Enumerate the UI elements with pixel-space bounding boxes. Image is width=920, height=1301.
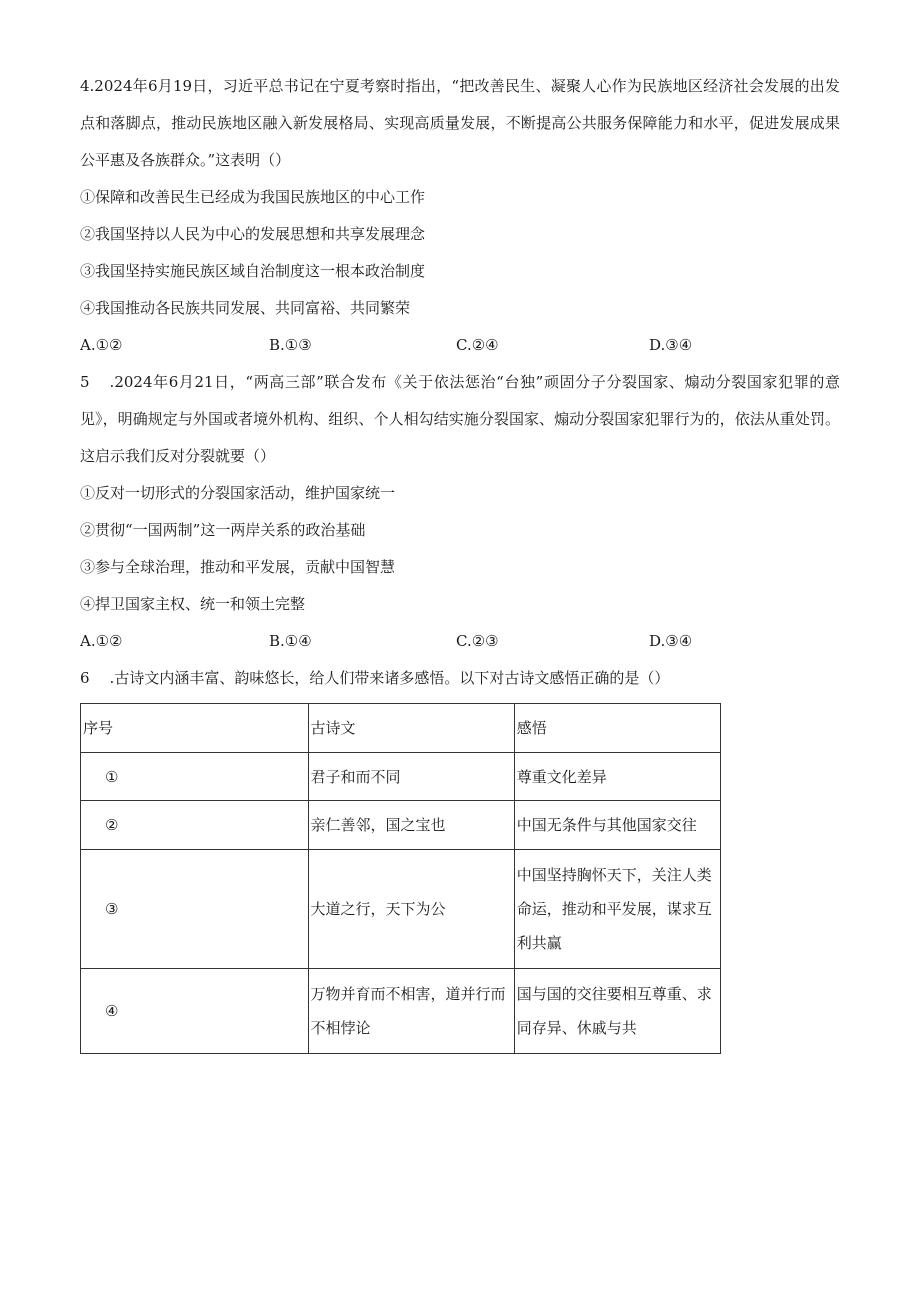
question-4-item-1: ①保障和改善民生已经成为我国民族地区的中心工作 [80, 188, 426, 206]
table-cell-insight: 国与国的交往要相互尊重、求同存异、休戚与共 [514, 969, 720, 1054]
question-5-stem: .2024年6月21日，“两高三部”联合发布《关于依法惩治“台独”顽固分子分裂国家、煽动分裂国家犯罪的意见》，明确规定与外国或者境外机构、组织、个人相勾结实施分裂国家、煽动分裂国家犯罪行为的，依法从重处罚。这启示我们反对分裂就要（） [80, 373, 840, 465]
table-cell-insight: 尊重文化差异 [514, 753, 720, 801]
question-5 [80, 364, 840, 660]
poem-table [80, 703, 721, 1054]
table-header-index: 序号 [81, 704, 309, 753]
question-5-number: 5 [80, 373, 90, 391]
table-header-insight: 感悟 [514, 704, 720, 753]
table-row [81, 850, 721, 969]
question-4-options [80, 327, 840, 364]
table-header-row [81, 704, 721, 753]
question-4-stem: 4.2024年6月19日，习近平总书记在宁夏考察时指出，“把改善民生、凝聚人心作为民族地区经济社会发展的出发点和落脚点，推动民族地区融入新发展格局、实现高质量发展，不断提高公共服务保障能力和水平，促进发展成果公平惠及各族群众。”这表明（） [80, 77, 840, 169]
question-6-number: 6 [80, 669, 90, 687]
table-cell-index: ③ [81, 850, 309, 969]
exam-page [80, 68, 840, 1054]
question-5-option-c[interactable]: C.②③ [456, 632, 499, 650]
question-6-stem: .古诗文内涵丰富、韵味悠长，给人们带来诸多感悟。以下对古诗文感悟正确的是（） [109, 669, 670, 687]
question-4 [80, 68, 840, 364]
table-row [81, 969, 721, 1054]
question-5-option-a[interactable]: A.①② [80, 632, 123, 650]
table-header-poem: 古诗文 [308, 704, 514, 753]
question-6 [80, 660, 840, 1054]
table-cell-poem: 万物并育而不相害，道并行而不相悖论 [308, 969, 514, 1054]
question-4-item-3: ③我国坚持实施民族区域自治制度这一根本政治制度 [80, 262, 426, 280]
table-cell-poem: 亲仁善邻，国之宝也 [308, 801, 514, 850]
table-cell-index: ① [81, 753, 309, 801]
question-5-item-4: ④捍卫国家主权、统一和领土完整 [80, 595, 306, 613]
question-6-stem-block [80, 660, 840, 697]
question-4-item-4: ④我国推动各民族共同发展、共同富裕、共同繁荣 [80, 299, 411, 317]
question-5-stem-block [80, 364, 840, 475]
table-cell-poem: 君子和而不同 [308, 753, 514, 801]
table-cell-index: ④ [81, 969, 309, 1054]
question-5-item-1: ①反对一切形式的分裂国家活动，维护国家统一 [80, 484, 396, 502]
question-4-option-c[interactable]: C.②④ [456, 336, 499, 354]
question-5-options [80, 623, 840, 660]
question-4-option-b[interactable]: B.①③ [269, 336, 312, 354]
table-cell-poem: 大道之行，天下为公 [308, 850, 514, 969]
question-4-item-2: ②我国坚持以人民为中心的发展思想和共享发展理念 [80, 225, 426, 243]
question-5-option-b[interactable]: B.①④ [269, 632, 312, 650]
question-5-item-2: ②贯彻“一国两制”这一两岸关系的政治基础 [80, 521, 366, 539]
table-cell-insight: 中国坚持胸怀天下，关注人类命运，推动和平发展，谋求互利共赢 [514, 850, 720, 969]
question-4-option-d[interactable]: D.③④ [649, 336, 693, 354]
table-cell-index: ② [81, 801, 309, 850]
table-cell-insight: 中国无条件与其他国家交往 [514, 801, 720, 850]
table-row [81, 801, 721, 850]
question-5-item-3: ③参与全球治理，推动和平发展，贡献中国智慧 [80, 558, 396, 576]
question-5-option-d[interactable]: D.③④ [649, 632, 693, 650]
table-row [81, 753, 721, 801]
question-4-option-a[interactable]: A.①② [80, 336, 123, 354]
